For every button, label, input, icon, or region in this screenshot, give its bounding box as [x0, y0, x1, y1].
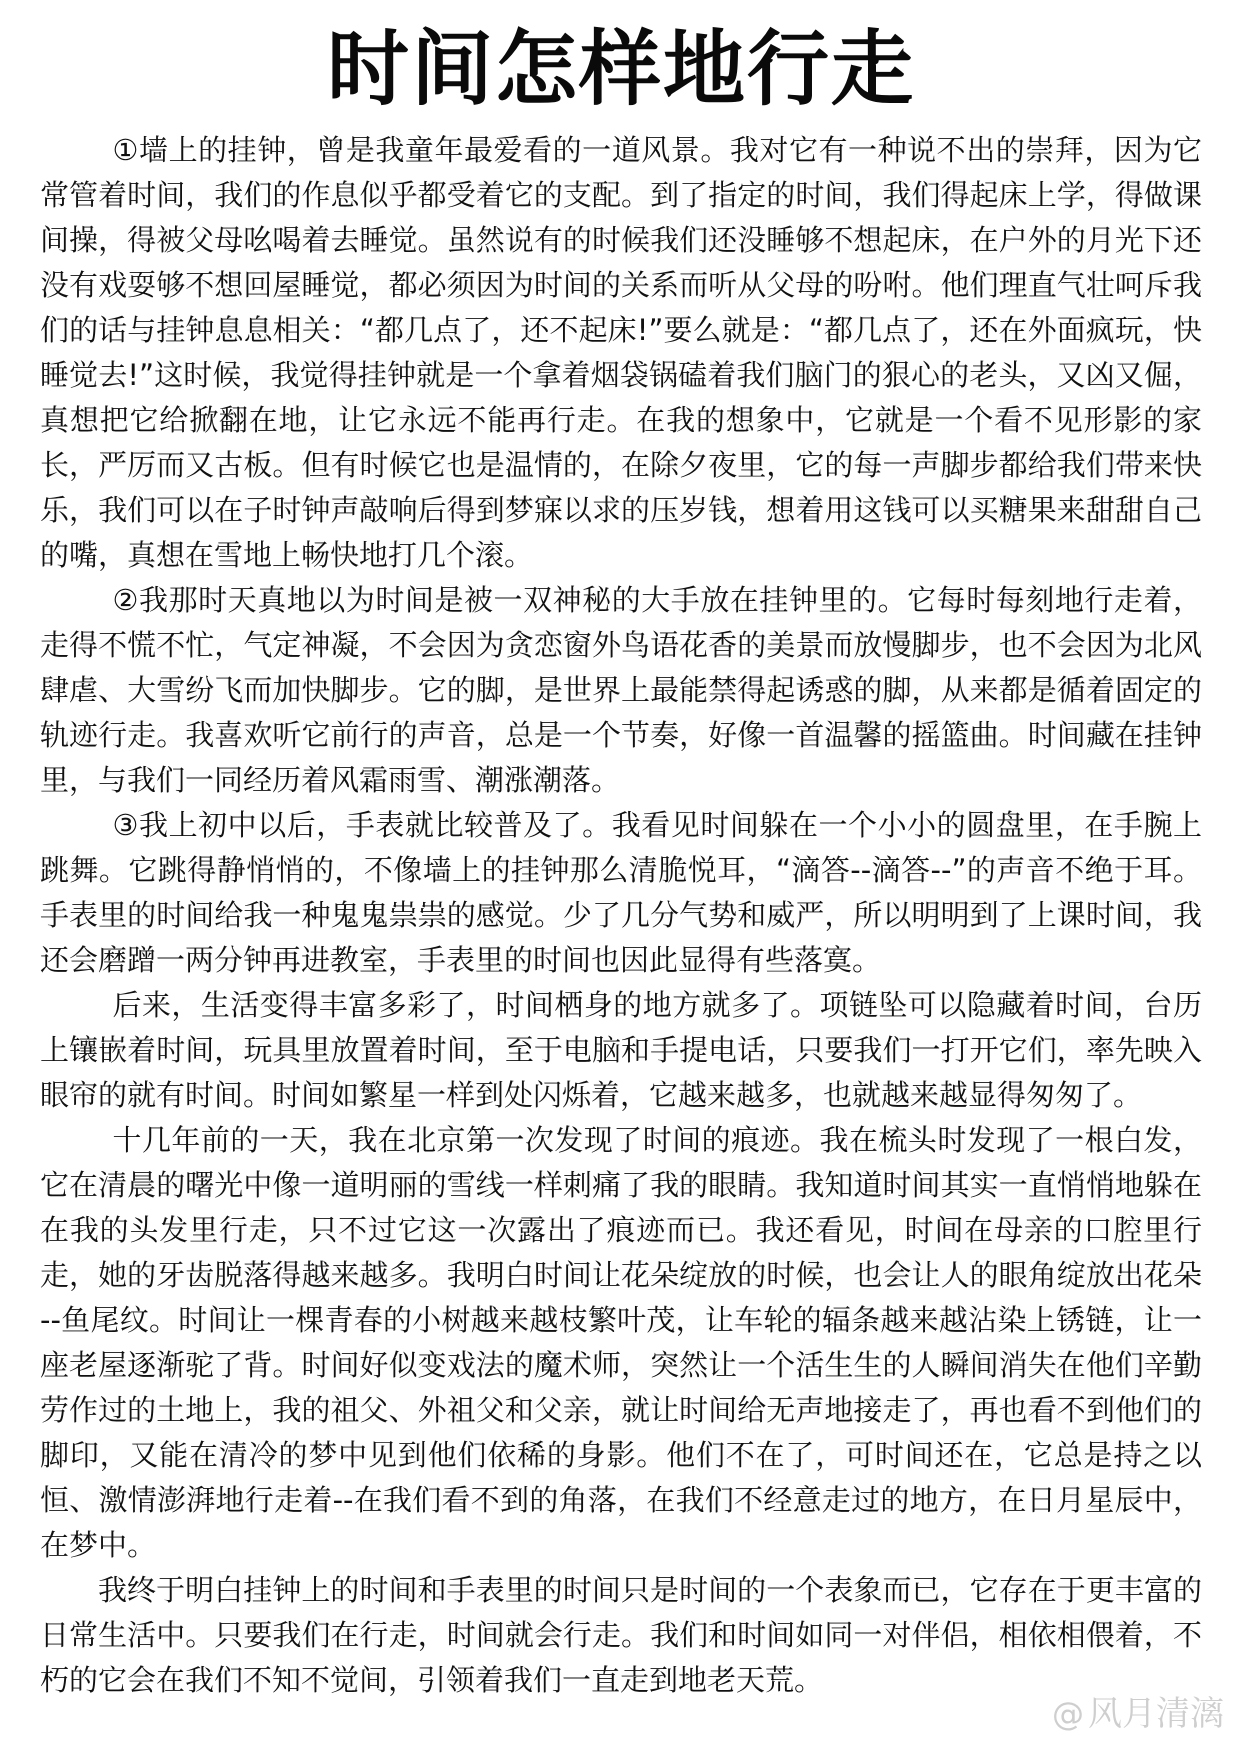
- article-body: [40, 128, 1202, 1703]
- page-title: 时间怎样地行走: [326, 22, 915, 117]
- paragraph-3: ③我上初中以后，手表就比较普及了。我看见时间躲在一个小小的圆盘里，在手腕上跳舞。它跳得静悄悄的，不像墙上的挂钟那么清脆悦耳，“滴答--滴答--”的声音不绝于耳。手表里的时间给我一种鬼鬼祟祟的感觉。少了几分气势和威严，所以明明到了上课时间，我还会磨蹭一两分钟再进教室，手表里的时间也因此显得有些落寞。: [40, 808, 1202, 977]
- watermark-at-icon: @: [1052, 1695, 1084, 1733]
- watermark: [1052, 1694, 1224, 1734]
- paragraph-4: 后来，生活变得丰富多彩了，时间栖身的地方就多了。项链坠可以隐藏着时间，台历上镶嵌着时间，玩具里放置着时间，至于电脑和手提电话，只要我们一打开它们，率先映入眼帘的就有时间。时间如繁星一样到处闪烁着，它越来越多，也就越来越显得匆匆了。: [40, 988, 1202, 1112]
- paragraph-2: ②我那时天真地以为时间是被一双神秘的大手放在挂钟里的。它每时每刻地行走着，走得不慌不忙，气定神凝，不会因为贪恋窗外鸟语花香的美景而放慢脚步，也不会因为北风肆虐、大雪纷飞而加快脚步。它的脚，是世界上最能禁得起诱惑的脚，从来都是循着固定的轨迹行走。我喜欢听它前行的声音，总是一个节奏，好像一首温馨的摇篮曲。时间藏在挂钟里，与我们一同经历着风霜雨雪、潮涨潮落。: [40, 583, 1202, 797]
- paragraph-5: 十几年前的一天，我在北京第一次发现了时间的痕迹。我在梳头时发现了一根白发，它在清晨的曙光中像一道明丽的雪线一样刺痛了我的眼睛。我知道时间其实一直悄悄地躲在在我的头发里行走，只不过它这一次露出了痕迹而已。我还看见，时间在母亲的口腔里行走，她的牙齿脱落得越来越多。我明白时间让花朵绽放的时候，也会让人的眼角绽放出花朵 --鱼尾纹。时间让一棵青春的小树越来越枝繁叶茂，让车轮的辐条越来越沾染上锈链，让一座老屋逐渐驼了背。时间好似变戏法的魔术师，突然让一个活生生的人瞬间消失在他们辛勤劳作过的土地上，我的祖父、外祖父和父亲，就让时间给无声地接走了，再也看不到他们的脚印，又能在清冷的梦中见到他们依稀的身影。他们不在了，可时间还在，它总是持之以恒、激情澎湃地行走着--在我们看不到的角落，在我们不经意走过的地方，在日月星辰中，在梦中。: [40, 1123, 1202, 1562]
- watermark-text: 风月清漓: [1088, 1694, 1224, 1734]
- paragraph-6: 我终于明白挂钟上的时间和手表里的时间只是时间的一个表象而已，它存在于更丰富的日常生活中。只要我们在行走，时间就会行走。我们和时间如同一对伴侣，相依相偎着，不朽的它会在我们不知不觉间，引领着我们一直走到地老天荒。: [40, 1573, 1202, 1697]
- paragraph-1: ①墙上的挂钟，曾是我童年最爱看的一道风景。我对它有一种说不出的崇拜，因为它常管着时间，我们的作息似乎都受着它的支配。到了指定的时间，我们得起床上学，得做课间操，得被父母吆喝着去睡觉。虽然说有的时候我们还没睡够不想起床，在户外的月光下还没有戏耍够不想回屋睡觉，都必须因为时间的关系而听从父母的吩咐。他们理直气壮呵斥我们的话与挂钟息息相关：“都几点了，还不起床!”要么就是：“都几点了，还在外面疯玩，快睡觉去!”这时候，我觉得挂钟就是一个拿着烟袋锅磕着我们脑门的狠心的老头，又凶又倔，真想把它给掀翻在地，让它永远不能再行走。在我的想象中，它就是一个看不见形影的家长，严厉而又古板。但有时候它也是温情的，在除夕夜里，它的每一声脚步都给我们带来快乐，我们可以在子时钟声敲响后得到梦寐以求的压岁钱，想着用这钱可以买糖果来甜甜自己的嘴，真想在雪地上畅快地打几个滚。: [40, 133, 1202, 572]
